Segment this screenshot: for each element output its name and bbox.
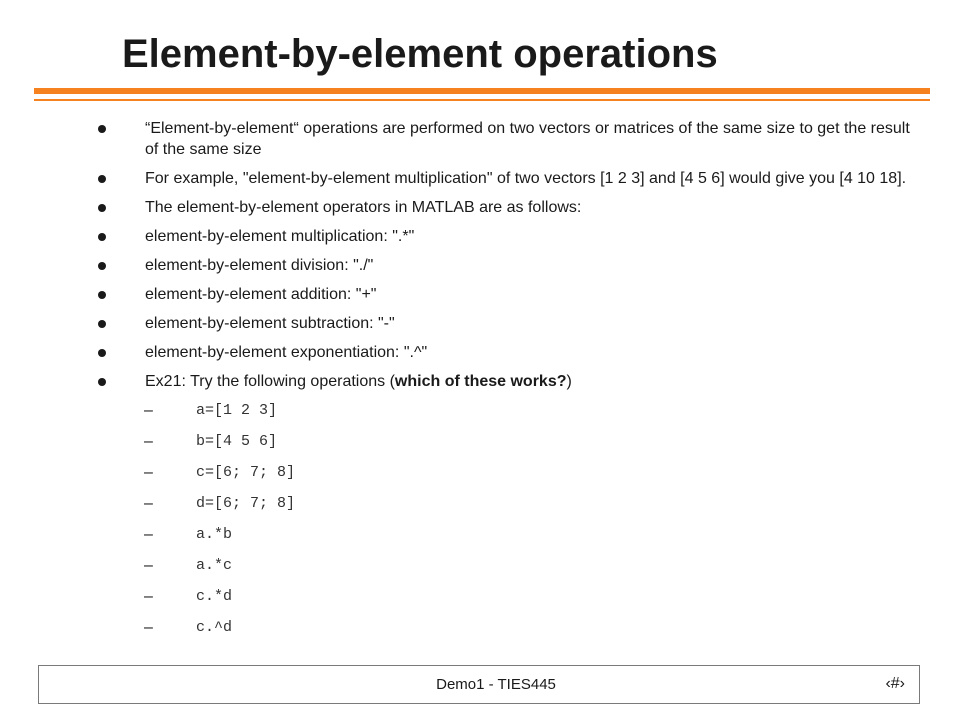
- bullet-item: [98, 226, 918, 247]
- code-line: [98, 524, 918, 555]
- dash-bullet-icon: –: [144, 433, 153, 450]
- dash-bullet-icon: –: [144, 619, 153, 636]
- code-list: [98, 400, 918, 648]
- code-text: b=[4 5 6]: [196, 433, 278, 450]
- bullet-dot-icon: [98, 233, 106, 241]
- bullet-item: [98, 313, 918, 334]
- dash-bullet-icon: –: [144, 557, 153, 574]
- dash-bullet-icon: –: [144, 464, 153, 481]
- code-line: [98, 493, 918, 524]
- footer-text: Demo1 - TIES445: [436, 676, 556, 693]
- exercise-prefix: Ex21: Try the following operations (: [145, 373, 395, 390]
- bullet-dot-icon: [98, 291, 106, 299]
- bullet-dot-icon: [98, 349, 106, 357]
- code-line: [98, 586, 918, 617]
- bullet-dot-icon: [98, 125, 106, 133]
- exercise-question: which of these works?: [394, 373, 567, 390]
- bullet-text: “Element-by-element“ operations are performed on two vectors or matrices of the same size to get the result of the same size: [145, 120, 910, 158]
- code-text: c=[6; 7; 8]: [196, 464, 296, 481]
- bullet-dot-icon: [98, 262, 106, 270]
- bullet-text: element-by-element addition: "+": [145, 286, 377, 303]
- code-line: [98, 617, 918, 648]
- exercise-suffix: ): [566, 373, 572, 390]
- code-line: [98, 555, 918, 586]
- bullet-text: The element-by-element operators in MATLAB are as follows:: [145, 199, 582, 216]
- bullet-text: For example, "element-by-element multiplication" of two vectors [1 2 3] and [4 5 6] would give you [4 10 18].: [145, 170, 907, 187]
- bullet-item: [98, 284, 918, 305]
- code-text: a=[1 2 3]: [196, 402, 278, 419]
- code-text: a.*c: [196, 557, 233, 574]
- code-line: [98, 400, 918, 431]
- footer: [38, 665, 920, 704]
- bullet-item: [98, 118, 918, 160]
- dash-bullet-icon: –: [144, 402, 153, 419]
- bullet-dot-icon: [98, 320, 106, 328]
- title-underline-thin: [34, 99, 930, 101]
- code-line: [98, 431, 918, 462]
- exercise-bullet: [98, 371, 918, 392]
- bullet-dot-icon: [98, 204, 106, 212]
- bullet-item: [98, 197, 918, 218]
- bullet-dot-icon: [98, 175, 106, 183]
- bullet-item: [98, 255, 918, 276]
- code-text: c.^d: [196, 619, 233, 636]
- bullet-item: [98, 342, 918, 363]
- dash-bullet-icon: –: [144, 495, 153, 512]
- page-number: ‹#›: [885, 675, 905, 692]
- bullet-text: element-by-element subtraction: "-": [145, 315, 395, 332]
- code-text: d=[6; 7; 8]: [196, 495, 296, 512]
- bullet-dot-icon: [98, 378, 106, 386]
- code-text: a.*b: [196, 526, 233, 543]
- bullet-text: element-by-element exponentiation: ".^": [145, 344, 428, 361]
- code-line: [98, 462, 918, 493]
- dash-bullet-icon: –: [144, 526, 153, 543]
- slide-content: [98, 118, 918, 648]
- code-text: c.*d: [196, 588, 233, 605]
- bullet-text: element-by-element multiplication: ".*": [145, 228, 415, 245]
- title-underline-thick: [34, 88, 930, 94]
- slide-title: Element-by-element operations: [122, 32, 718, 76]
- bullet-text: element-by-element division: "./": [145, 257, 374, 274]
- dash-bullet-icon: –: [144, 588, 153, 605]
- bullet-item: [98, 168, 918, 189]
